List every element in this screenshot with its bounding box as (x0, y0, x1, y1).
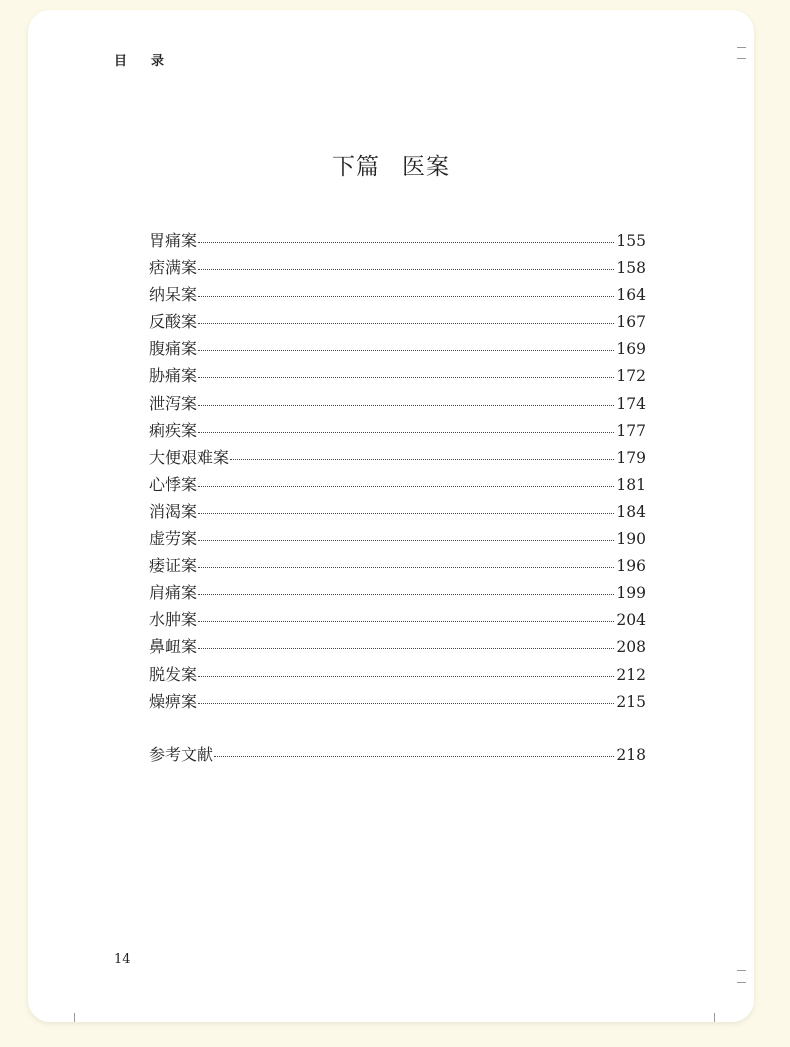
dot-leader (198, 350, 614, 351)
toc-entry[interactable] (149, 336, 646, 363)
toc-entry-label: 胁痛案 (149, 366, 198, 386)
toc-entry-page: 212 (616, 665, 646, 684)
toc-entry[interactable] (149, 228, 646, 255)
dot-leader (198, 486, 614, 487)
toc-entry-label: 脱发案 (149, 664, 198, 684)
section-title-part1: 下篇 (332, 154, 380, 180)
dot-leader (198, 676, 614, 677)
toc-entry[interactable] (149, 580, 646, 607)
toc-entry-page: 218 (616, 746, 646, 764)
dot-leader (198, 513, 614, 514)
header-char-2: 录 (151, 54, 165, 69)
toc-entry[interactable] (149, 363, 646, 390)
dot-leader (230, 459, 614, 460)
toc-entry-page: 167 (616, 313, 646, 332)
toc-entry-label: 消渴案 (149, 501, 198, 521)
section-title-part2: 医案 (402, 154, 450, 180)
dot-leader (198, 540, 614, 541)
toc-entry-page: 169 (616, 340, 646, 359)
toc-entry-label: 燥痹案 (149, 691, 198, 711)
toc-entry-label: 肩痛案 (149, 583, 198, 603)
toc-entry-page: 172 (616, 367, 646, 386)
toc-entry-page: 199 (616, 584, 646, 603)
toc-entry-page: 179 (616, 448, 646, 467)
dot-leader (198, 269, 614, 270)
toc-entry[interactable] (149, 607, 646, 634)
toc-entry-page: 174 (616, 394, 646, 413)
crop-mark (714, 1013, 715, 1022)
toc-entry[interactable] (149, 418, 646, 445)
dot-leader (198, 432, 614, 433)
toc-entry[interactable] (149, 499, 646, 526)
toc-entry[interactable] (149, 526, 646, 553)
toc-entry[interactable] (149, 282, 646, 309)
crop-mark (737, 982, 746, 983)
toc-entry[interactable] (149, 662, 646, 689)
toc-entry-label: 纳呆案 (149, 285, 198, 305)
dot-leader (198, 405, 614, 406)
toc-entry-label: 心悸案 (149, 474, 198, 494)
crop-mark (737, 58, 746, 59)
table-of-contents (149, 228, 646, 716)
running-header (114, 50, 164, 69)
toc-entry-page: 196 (616, 557, 646, 576)
toc-entry-label: 虚劳案 (149, 529, 198, 549)
toc-entry-label: 泄泻案 (149, 393, 198, 413)
dot-leader (198, 296, 614, 297)
dot-leader (198, 567, 614, 568)
toc-entry[interactable] (149, 391, 646, 418)
toc-entry[interactable] (149, 634, 646, 661)
dot-leader (214, 756, 614, 757)
toc-entry-label: 腹痛案 (149, 339, 198, 359)
dot-leader (198, 242, 614, 243)
page-number: 14 (114, 952, 131, 967)
toc-entry-page: 155 (616, 232, 646, 250)
toc-entry-page: 204 (616, 611, 646, 630)
toc-entry-page: 181 (616, 475, 646, 494)
section-title (28, 148, 754, 181)
toc-entry[interactable] (149, 472, 646, 499)
toc-entry-page: 184 (616, 502, 646, 521)
toc-entry-label: 胃痛案 (149, 231, 198, 250)
toc-entry[interactable] (149, 553, 646, 580)
header-char-1: 目 (114, 54, 128, 69)
toc-entry-label: 大便艰难案 (149, 447, 230, 467)
dot-leader (198, 621, 614, 622)
dot-leader (198, 703, 614, 704)
toc-entry-label: 痿证案 (149, 556, 198, 576)
toc-entry[interactable] (149, 689, 646, 716)
dot-leader (198, 323, 614, 324)
dot-leader (198, 594, 614, 595)
book-page (28, 10, 754, 1022)
toc-entry-label: 痢疾案 (149, 420, 198, 440)
toc-entry[interactable] (149, 309, 646, 336)
crop-mark (737, 47, 746, 48)
crop-mark (737, 970, 746, 971)
toc-entry-references[interactable] (149, 742, 646, 769)
toc-entry-page: 164 (616, 286, 646, 305)
crop-mark (74, 1013, 75, 1022)
toc-entry-page: 190 (616, 530, 646, 549)
dot-leader (198, 377, 614, 378)
toc-entry-label: 水肿案 (149, 610, 198, 630)
toc-entry[interactable] (149, 445, 646, 472)
toc-entry-page: 177 (616, 421, 646, 440)
toc-entry-label: 反酸案 (149, 312, 198, 332)
toc-entry-page: 158 (616, 259, 646, 278)
toc-entry-page: 215 (616, 692, 646, 711)
toc-entry-label: 痞满案 (149, 258, 198, 278)
toc-entry-label: 参考文献 (149, 745, 214, 764)
toc-entry-label: 鼻衄案 (149, 637, 198, 657)
toc-entry[interactable] (149, 255, 646, 282)
toc-entry-page: 208 (616, 638, 646, 657)
dot-leader (198, 648, 614, 649)
